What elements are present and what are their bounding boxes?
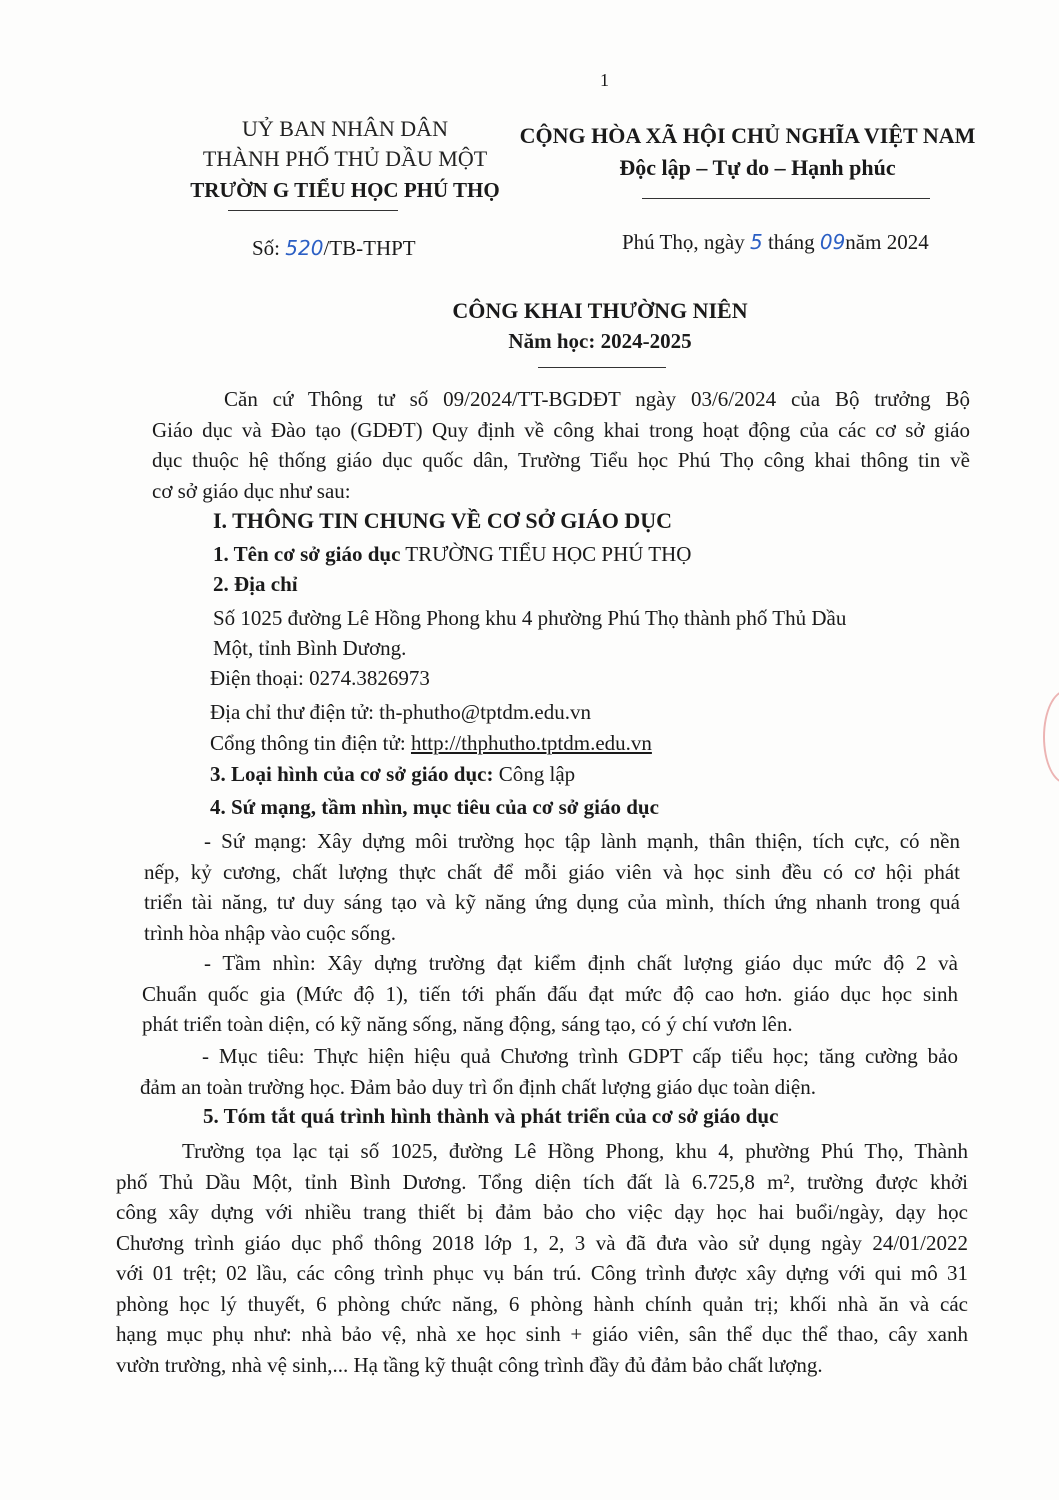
title-underline xyxy=(538,367,666,368)
date-prefix: Phú Thọ, ngày xyxy=(622,230,750,254)
header-left xyxy=(160,114,530,206)
vision-line: Chuẩn quốc gia (Mức độ 1), tiến tới phấn đấu đạt mức độ cao hơn. giáo dục học sinh xyxy=(142,981,958,1006)
history-line: phố Thủ Dầu Một, tỉnh Bình Dương. Tổng diện tích đất là 6.725,8 m², trường được khởi xyxy=(116,1169,968,1194)
address-line-2: Một, tỉnh Bình Dương. xyxy=(213,636,407,660)
header-left-underline xyxy=(228,210,398,211)
goal-paragraph xyxy=(140,1041,958,1102)
national-motto: Độc lập – Tự do – Hạnh phúc xyxy=(619,155,896,180)
school-year: Năm học: 2024-2025 xyxy=(508,329,692,353)
portal-label: Cổng thông tin điện tử: xyxy=(210,731,411,755)
date-day: 5 xyxy=(749,230,763,254)
phone-number: Điện thoại: 0274.3826973 xyxy=(210,666,430,690)
intro-line: dục thuộc hệ thống giáo dục quốc dân, Trường Tiểu học Phú Thọ công khai thông tin về xyxy=(152,448,970,472)
page-number: 1 xyxy=(600,70,609,90)
header-right-underline xyxy=(642,198,930,199)
vision-line: - Tầm nhìn: Xây dựng trường đạt kiểm định chất lượng giáo dục mức độ 2 và xyxy=(204,951,958,975)
header-right xyxy=(500,120,995,184)
vision-line: phát triển toàn diện, có kỹ năng sống, năng động, sáng tạo, có ý chí vươn lên. xyxy=(142,1012,793,1036)
doc-number-suffix: /TB-THPT xyxy=(323,236,416,260)
history-line: công xây dựng với nhiều trang thiết bị đảm bảo cho việc dạy học hai buổi/ngày, dạy học xyxy=(116,1200,968,1224)
school-name: TRƯỜN G TIỂU HỌC PHÚ THỌ xyxy=(190,178,500,202)
address-label: 2. Địa chỉ xyxy=(213,572,298,596)
portal-item xyxy=(210,731,652,756)
history-line: hạng mục phụ như: nhà bảo vệ, nhà xe học sinh + giáo viên, sân thể dục thể thao, cây xanh xyxy=(116,1322,968,1346)
mission-line: nếp, kỷ cương, chất lượng thực chất để mỗi giáo viên và học sinh đều có cơ hội phát xyxy=(144,859,960,884)
mission-line: triển tài năng, tư duy sáng tạo và kỹ năng ứng dụng của mình, thích ứng nhanh trong quá xyxy=(144,890,960,914)
city-name: THÀNH PHỐ THỦ DẦU MỘT xyxy=(202,146,488,171)
section-1-heading: I. THÔNG TIN CHUNG VỀ CƠ SỞ GIÁO DỤC xyxy=(213,508,673,533)
mission-heading: 4. Sứ mạng, tầm nhìn, mục tiêu của cơ sở giáo dục xyxy=(210,795,659,819)
doc-number-prefix: Số: xyxy=(252,236,286,260)
school-type-item xyxy=(210,762,575,787)
document-title-block xyxy=(300,296,900,356)
school-name-item xyxy=(213,542,691,567)
history-heading: 5. Tóm tắt quá trình hình thành và phát triển của cơ sở giáo dục xyxy=(203,1104,779,1128)
history-line: Trường tọa lạc tại số 1025, đường Lê Hồng Phong, khu 4, phường Phú Thọ, Thành xyxy=(182,1139,968,1163)
intro-line: cơ sở giáo dục như sau: xyxy=(152,478,351,503)
item3-value: Công lập xyxy=(493,762,576,786)
mission-line: - Sứ mạng: Xây dựng môi trường học tập lành mạnh, thân thiện, tích cực, có nền xyxy=(204,829,960,853)
document-number xyxy=(252,236,416,261)
document-title: CÔNG KHAI THƯỜNG NIÊN xyxy=(452,298,748,323)
item3-label: 3. Loại hình của cơ sở giáo dục: xyxy=(210,762,494,786)
date-year: năm 2024 xyxy=(845,230,929,254)
date-month: 09 xyxy=(819,230,846,254)
goal-line: - Mục tiêu: Thực hiện hiệu quả Chương trình GDPT cấp tiểu học; tăng cường bảo xyxy=(202,1044,958,1068)
country-name: CỘNG HÒA XÃ HỘI CHỦ NGHĨA VIỆT NAM xyxy=(519,123,976,148)
mission-paragraph xyxy=(144,826,960,948)
document-date xyxy=(622,230,929,255)
date-month-label: tháng xyxy=(762,230,820,254)
mission-line: trình hòa nhập vào cuộc sống. xyxy=(144,920,396,945)
intro-line: Căn cứ Thông tư số 09/2024/TT-BGDĐT ngày 03/6/2024 của Bộ trưởng Bộ xyxy=(224,387,970,411)
goal-line: đảm an toàn trường học. Đảm bảo duy trì ổn định chất lượng giáo dục toàn diện. xyxy=(140,1074,816,1099)
address-line-1: Số 1025 đường Lê Hồng Phong khu 4 phường Phú Thọ thành phố Thủ Dầu xyxy=(213,606,847,630)
intro-paragraph xyxy=(152,384,970,506)
history-line: Chương trình giáo dục phổ thông 2018 lớp 1, 2, 3 và đã đưa vào sử dụng ngày 24/01/2022 xyxy=(116,1230,968,1255)
portal-link[interactable]: http://thphutho.tptdm.edu.vn xyxy=(410,731,652,755)
item1-label: 1. Tên cơ sở giáo dục xyxy=(213,542,401,566)
stamp-edge-icon xyxy=(1043,690,1059,784)
intro-line: Giáo dục và Đào tạo (GDĐT) Quy định về công khai trong hoạt động của các cơ sở giáo xyxy=(152,417,970,442)
email-address: Địa chỉ thư điện tử: th-phutho@tptdm.edu.vn xyxy=(210,700,591,724)
doc-number-handwritten: 520 xyxy=(285,236,324,260)
history-line: phòng học lý thuyết, 6 phòng chức năng, 6 phòng hành chính quản trị; khối nhà ăn và các xyxy=(116,1291,968,1316)
item1-value: TRƯỜNG TIỂU HỌC PHÚ THỌ xyxy=(400,542,692,566)
history-line: với 01 trệt; 02 lầu, các công trình phục vụ bán trú. Công trình được xây dựng với qui mô 31 xyxy=(116,1261,968,1285)
committee-name: UỶ BAN NHÂN DÂN xyxy=(242,116,448,141)
vision-paragraph xyxy=(142,948,958,1040)
history-line: vườn trường, nhà vệ sinh,... Hạ tầng kỹ thuật công trình đầy đủ đảm bảo chất lượng. xyxy=(116,1352,823,1377)
history-paragraph xyxy=(116,1136,968,1380)
